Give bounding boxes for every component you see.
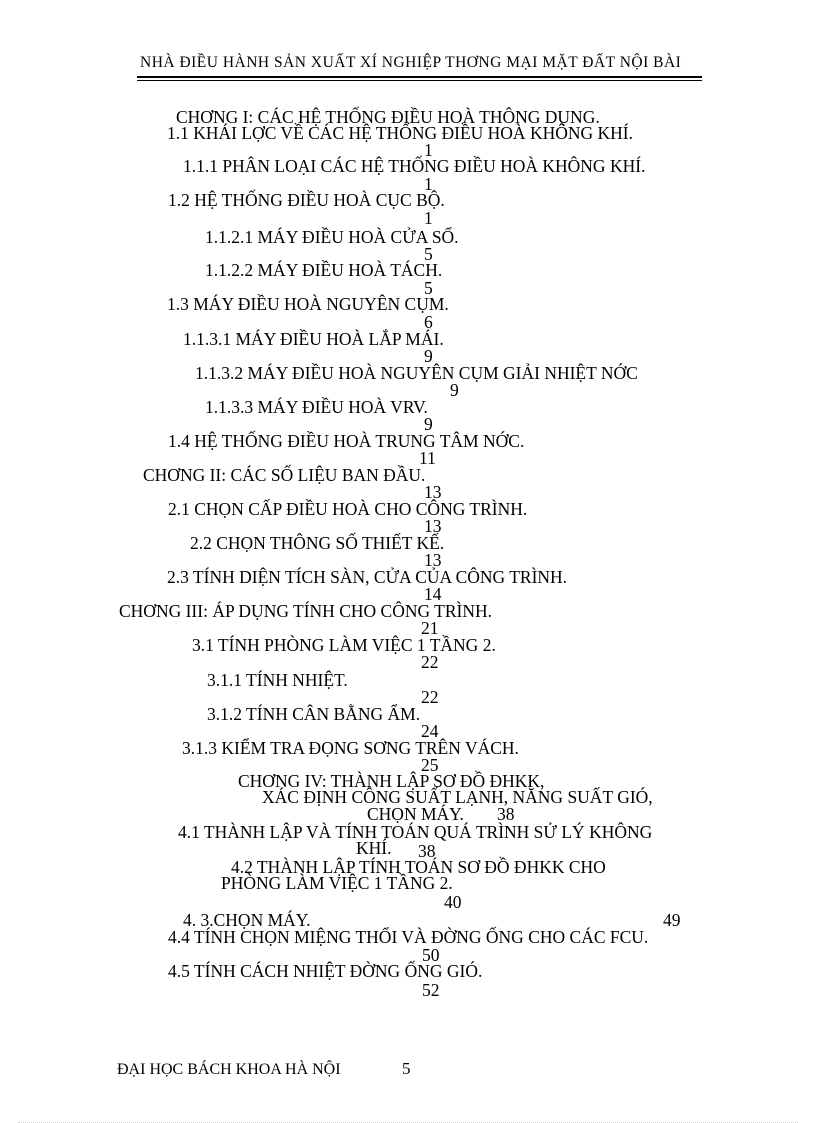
toc-entry-page: 14	[424, 584, 442, 604]
toc-entry-page: 6	[424, 312, 433, 332]
toc-entry-text: 2.3 TÍNH DIỆN TÍCH SÀN, CỬA CỦA CÔNG TRÌNH.	[167, 567, 568, 587]
toc-entry-text: 1.3 MÁY ĐIỀU HOÀ NGUYÊN CỤM.	[167, 294, 449, 314]
toc-entry-page: 9	[450, 380, 459, 400]
toc-entry-text: KHÍ.	[356, 838, 392, 858]
toc-entry-text: 1.1.1 PHÂN LOẠI CÁC HỆ THỐNG ĐIỀU HOÀ KHÔNG KHÍ.	[183, 156, 646, 176]
toc-entry-page: 1	[424, 208, 433, 228]
toc-entry-page: 22	[421, 687, 439, 707]
toc-entry-text: 4.1 THÀNH LẬP VÀ TÍNH TOÁN QUÁ TRÌNH SỬ LÝ KHÔNG	[178, 822, 653, 842]
footer-page-number: 5	[402, 1059, 411, 1078]
header-title: NHÀ ĐIỀU HÀNH SẢN XUẤT XÍ NGHIỆP THƠNG MẠI MẶT ĐẤT NỘI BÀI	[140, 54, 682, 71]
toc-entry-page: 5	[424, 278, 433, 298]
toc-entry-page: 50	[422, 945, 440, 965]
toc-entry-text: 1.1.2.2 MÁY ĐIỀU HOÀ TÁCH.	[205, 260, 443, 280]
toc-entry-page: 40	[444, 892, 462, 912]
toc-entry-page: 21	[421, 618, 439, 638]
toc-entry-text: 2.2 CHỌN THÔNG SỐ THIẾT KẾ.	[190, 533, 445, 553]
toc-entry-text: XÁC ĐỊNH CÔNG SUẤT LẠNH, NĂNG SUẤT GIÓ,	[262, 787, 653, 807]
toc-entry-text: 3.1 TÍNH PHÒNG LÀM VIỆC 1 TẦNG 2.	[192, 635, 496, 655]
footer-school: ĐẠI HỌC BÁCH KHOA HÀ NỘI	[117, 1061, 341, 1078]
toc-entry-text: 1.1.2.1 MÁY ĐIỀU HOÀ CỬA SỔ.	[205, 227, 459, 247]
toc-entry-text: 4.2 THÀNH LẬP TÍNH TOÁN SƠ ĐỒ ĐHKK CHO	[231, 857, 606, 877]
toc-entry-page: 38	[497, 804, 515, 824]
toc-entry-text: CHƠNG III: ÁP DỤNG TÍNH CHO CÔNG TRÌNH.	[119, 601, 493, 621]
toc-entry-text: 1.1.3.2 MÁY ĐIỀU HOÀ NGUYÊN CỤM GIẢI NHIỆT NỚC	[195, 363, 638, 383]
toc-entry-page: 52	[422, 980, 440, 1000]
toc-entry-page: 38	[418, 841, 436, 861]
toc-entry-text: 3.1.2 TÍNH CÂN BẰNG ẨM.	[207, 704, 421, 724]
toc-entry-text: CHƠNG I: CÁC HỆ THỐNG ĐIỀU HOÀ THÔNG DỤNG.	[176, 107, 600, 127]
toc-entry-text: 2.1 CHỌN CẤP ĐIỀU HOÀ CHO CÔNG TRÌNH.	[168, 499, 528, 519]
toc-entry-page: 11	[419, 448, 436, 468]
toc-entry-page: 13	[424, 482, 442, 502]
toc-entry-page: 49	[663, 910, 681, 930]
toc-entry-page: 22	[421, 652, 439, 672]
toc-entry-page: 24	[421, 721, 439, 741]
toc-entry-text: PHÒNG LÀM VIỆC 1 TẦNG 2.	[221, 873, 453, 893]
toc-entry-text: 3.1.1 TÍNH NHIỆT.	[207, 670, 348, 690]
toc-entry-page: 13	[424, 550, 442, 570]
toc-entry-text: 3.1.3 KIỂM TRA ĐỌNG SƠNG TRÊN VÁCH.	[182, 738, 519, 758]
header-rule-thin	[137, 80, 702, 81]
toc-entry-text: CHƠNG II: CÁC SỐ LIỆU BAN ĐẦU.	[143, 465, 426, 485]
toc-entry-text: 4.5 TÍNH CÁCH NHIỆT ĐỜNG ỐNG GIÓ.	[168, 961, 483, 981]
toc-entry-text: 4. 3.CHỌN MÁY.	[183, 910, 311, 930]
toc-entry-page: 1	[424, 174, 433, 194]
toc-entry-text: 1.1 KHÁI LỢC VỀ CÁC HỆ THỐNG ĐIỀU HOÀ KHÔNG KHÍ.	[167, 123, 633, 143]
header-rule-thick	[137, 76, 702, 78]
toc-entry-text: 4.4 TÍNH CHỌN MIỆNG THỔI VÀ ĐỜNG ỐNG CHO CÁC FCU.	[168, 927, 649, 947]
toc-entry-text: 1.1.3.1 MÁY ĐIỀU HOÀ LẮP MÁI.	[183, 329, 444, 349]
toc-entry-page: 5	[424, 244, 433, 264]
toc-entry-text: 1.2 HỆ THỐNG ĐIỀU HOÀ CỤC BỘ.	[168, 190, 445, 210]
toc-entry-page: 13	[424, 516, 442, 536]
toc-entry-page: 9	[424, 414, 433, 434]
toc-entry-text: 1.4 HỆ THỐNG ĐIỀU HOÀ TRUNG TÂM NỚC.	[168, 431, 525, 451]
toc-entry-page: 9	[424, 346, 433, 366]
toc-entry-page: 1	[424, 140, 433, 160]
toc-entry-text: 1.1.3.3 MÁY ĐIỀU HOÀ VRV.	[205, 397, 428, 417]
toc-entry-text: CHƠNG IV: THÀNH LẬP SƠ ĐỒ ĐHKK,	[238, 771, 545, 791]
toc-entry-text: CHỌN MÁY.	[367, 804, 464, 824]
toc-entry-page: 25	[421, 755, 439, 775]
